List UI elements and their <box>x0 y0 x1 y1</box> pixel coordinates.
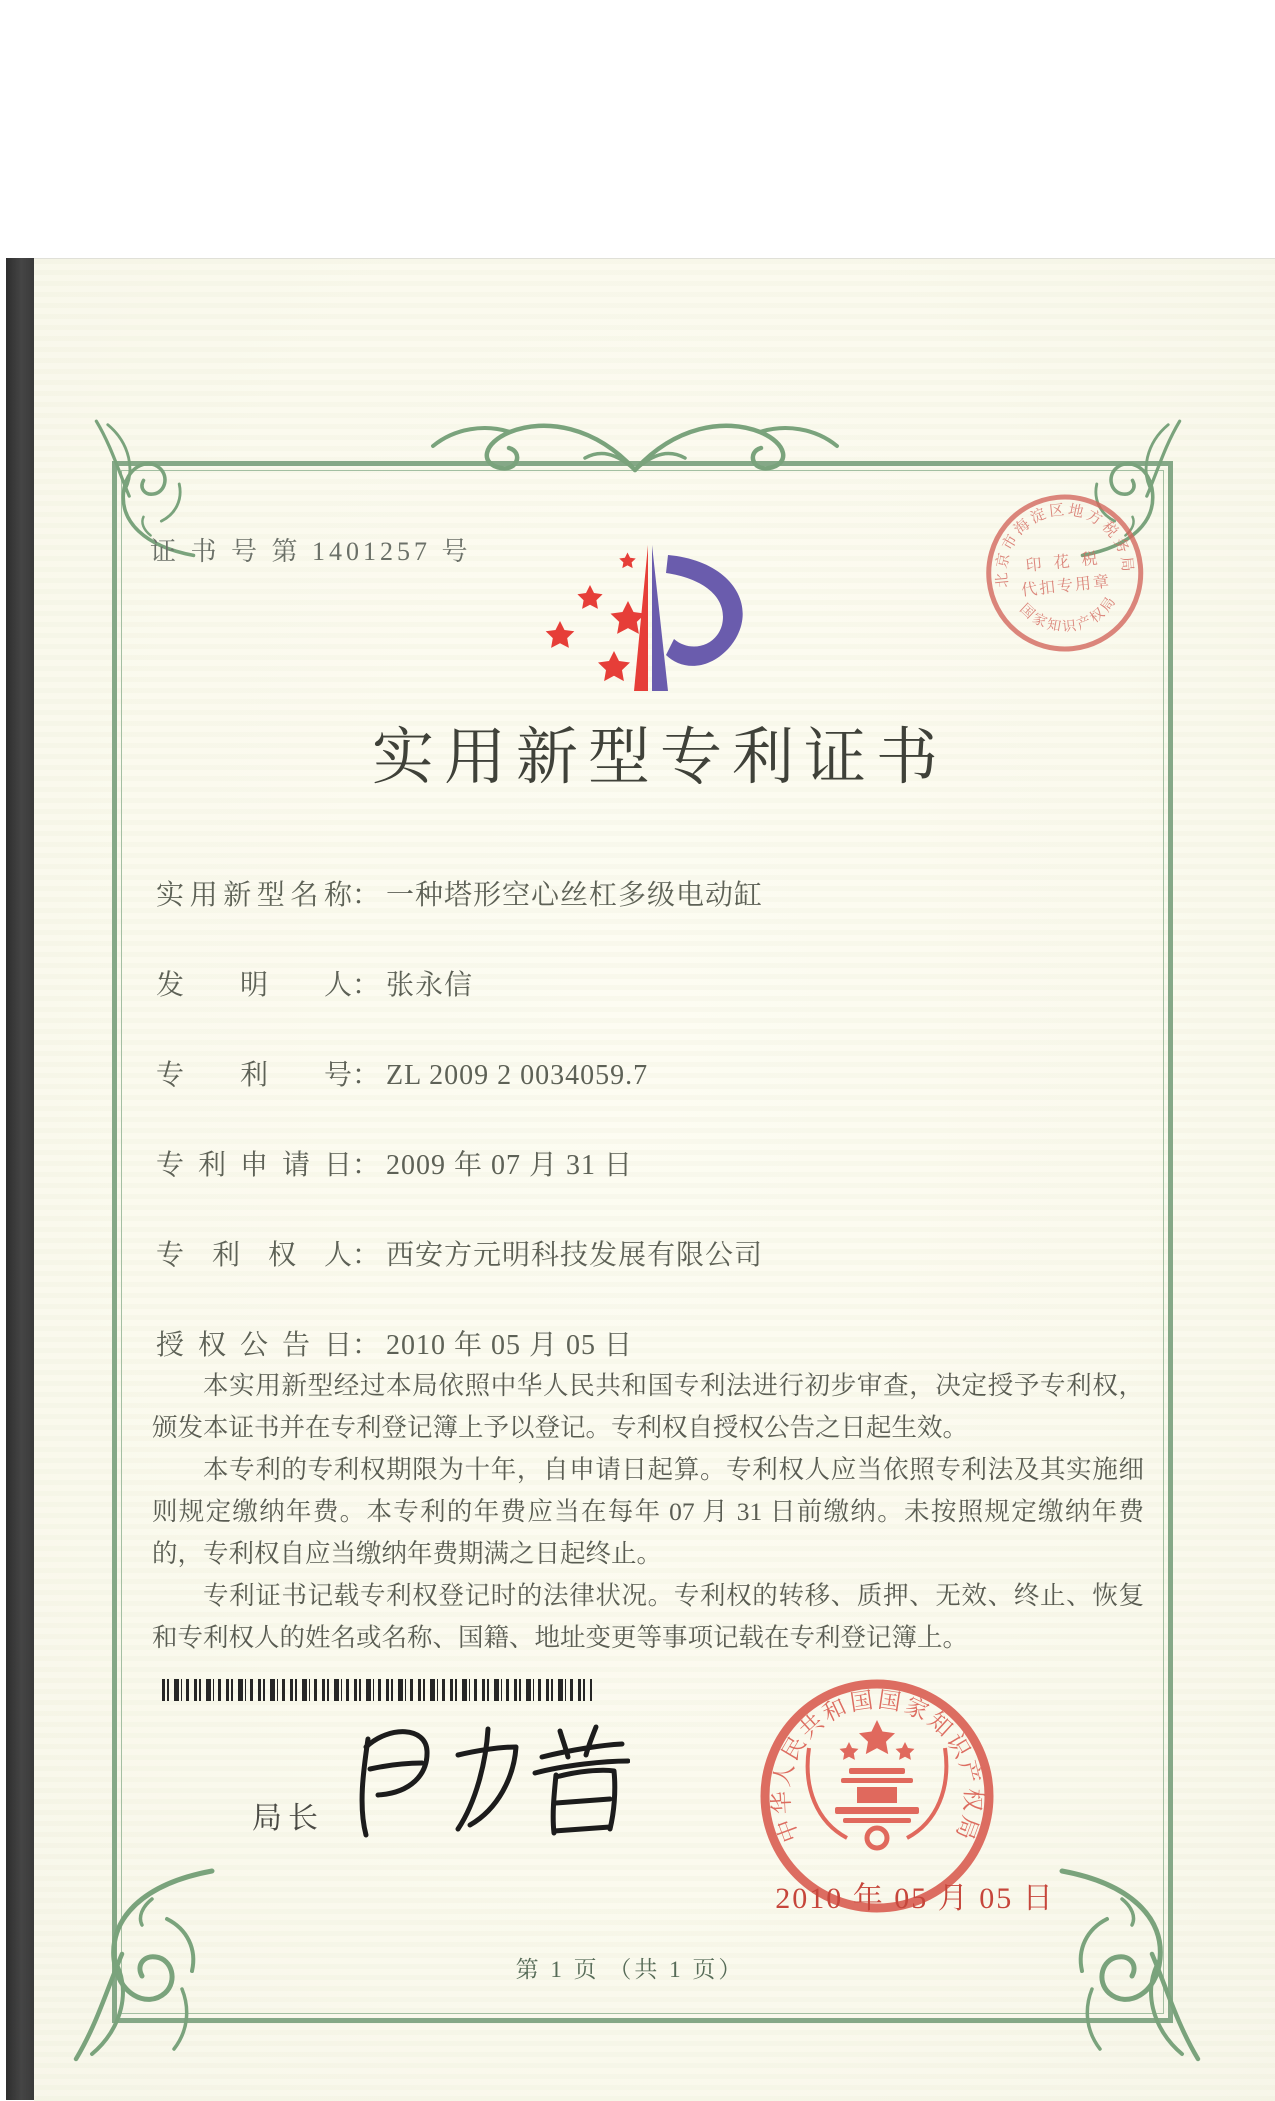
svg-text:北京市海淀区地方税务局 <box>987 495 1137 589</box>
stamp-arc-bottom-text: 国家知识产权局 <box>1016 593 1121 636</box>
field-label: 专利申请日 <box>156 1150 352 1181</box>
seal-ring-text: 中华人民共和国国家知识产权局 <box>768 1687 986 1846</box>
seal-date: 2010 年 05 月 05 日 <box>775 1882 1055 1915</box>
director-signature <box>330 1717 630 1872</box>
field-label: 专利号 <box>156 1060 352 1091</box>
field-value: 2009 年 07 月 31 日 <box>386 1150 634 1181</box>
national-emblem-icon <box>835 1720 919 1848</box>
field-patentee <box>156 1233 763 1273</box>
field-inventor <box>156 963 473 1003</box>
field-label: 发明人 <box>156 970 352 1001</box>
field-filing-date <box>156 1143 633 1183</box>
field-value: 西安方元明科技发展有限公司 <box>386 1240 764 1271</box>
stamp-arc-top-text: 北京市海淀区地方税务局 <box>994 502 1136 589</box>
field-label: 专利权人 <box>156 1240 352 1271</box>
legal-paragraph: 本专利的专利权期限为十年，自申请日起算。专利权人应当依照专利法及其实施细则规定缴纳年费。本专利的年费应当在每年 07 月 31 日前缴纳。未按照规定缴纳年费的，专利权自应当缴纳年费期满之日起终止。 <box>152 1455 1144 1568</box>
field-colon: ： <box>352 1060 381 1091</box>
field-value: 张永信 <box>386 970 474 1001</box>
page-number: 第 1 页 （共 1 页） <box>515 1957 745 1982</box>
cnipa-logo-icon <box>530 539 780 709</box>
barcode <box>162 1679 592 1701</box>
director-title: 局长 <box>252 1802 324 1835</box>
field-patent-number <box>156 1053 648 1093</box>
field-colon: ： <box>352 1150 381 1181</box>
legal-paragraph: 本实用新型经过本局依照中华人民共和国专利法进行初步审查，决定授予专利权，颁发本证书并在专利登记簿上予以登记。专利权自授权公告之日起生效。 <box>152 1371 1144 1442</box>
field-value: 2010 年 05 月 05 日 <box>386 1330 634 1361</box>
legal-text <box>152 1365 1144 1659</box>
field-colon: ： <box>352 1240 381 1271</box>
field-label: 实用新型名称 <box>156 880 352 911</box>
field-utility-model-name <box>156 873 763 913</box>
field-grant-publication-date <box>156 1323 633 1363</box>
field-colon: ： <box>352 880 381 911</box>
legal-paragraph: 专利证书记载专利权登记时的法律状况。专利权的转移、质押、无效、终止、恢复和专利权人的姓名或名称、国籍、地址变更等事项记载在专利登记簿上。 <box>152 1581 1144 1652</box>
page-title: 实用新型专利证书 <box>371 724 948 792</box>
field-colon: ： <box>352 1330 381 1361</box>
stamp-center-line2: 代扣专用章 <box>1020 573 1112 600</box>
certificate-number: 证 书 号 第 1401257 号 <box>150 537 472 566</box>
field-label: 授权公告日 <box>156 1330 352 1361</box>
scan-edge-band <box>6 258 34 2100</box>
field-value: 一种塔形空心丝杠多级电动缸 <box>386 880 764 911</box>
stamp-center-line1: 印 花 税 <box>1024 550 1103 575</box>
field-colon: ： <box>352 970 381 1001</box>
stamp-duty-seal <box>966 474 1164 677</box>
field-value: ZL 2009 2 0034059.7 <box>386 1060 649 1091</box>
certificate-page <box>34 258 1275 2101</box>
